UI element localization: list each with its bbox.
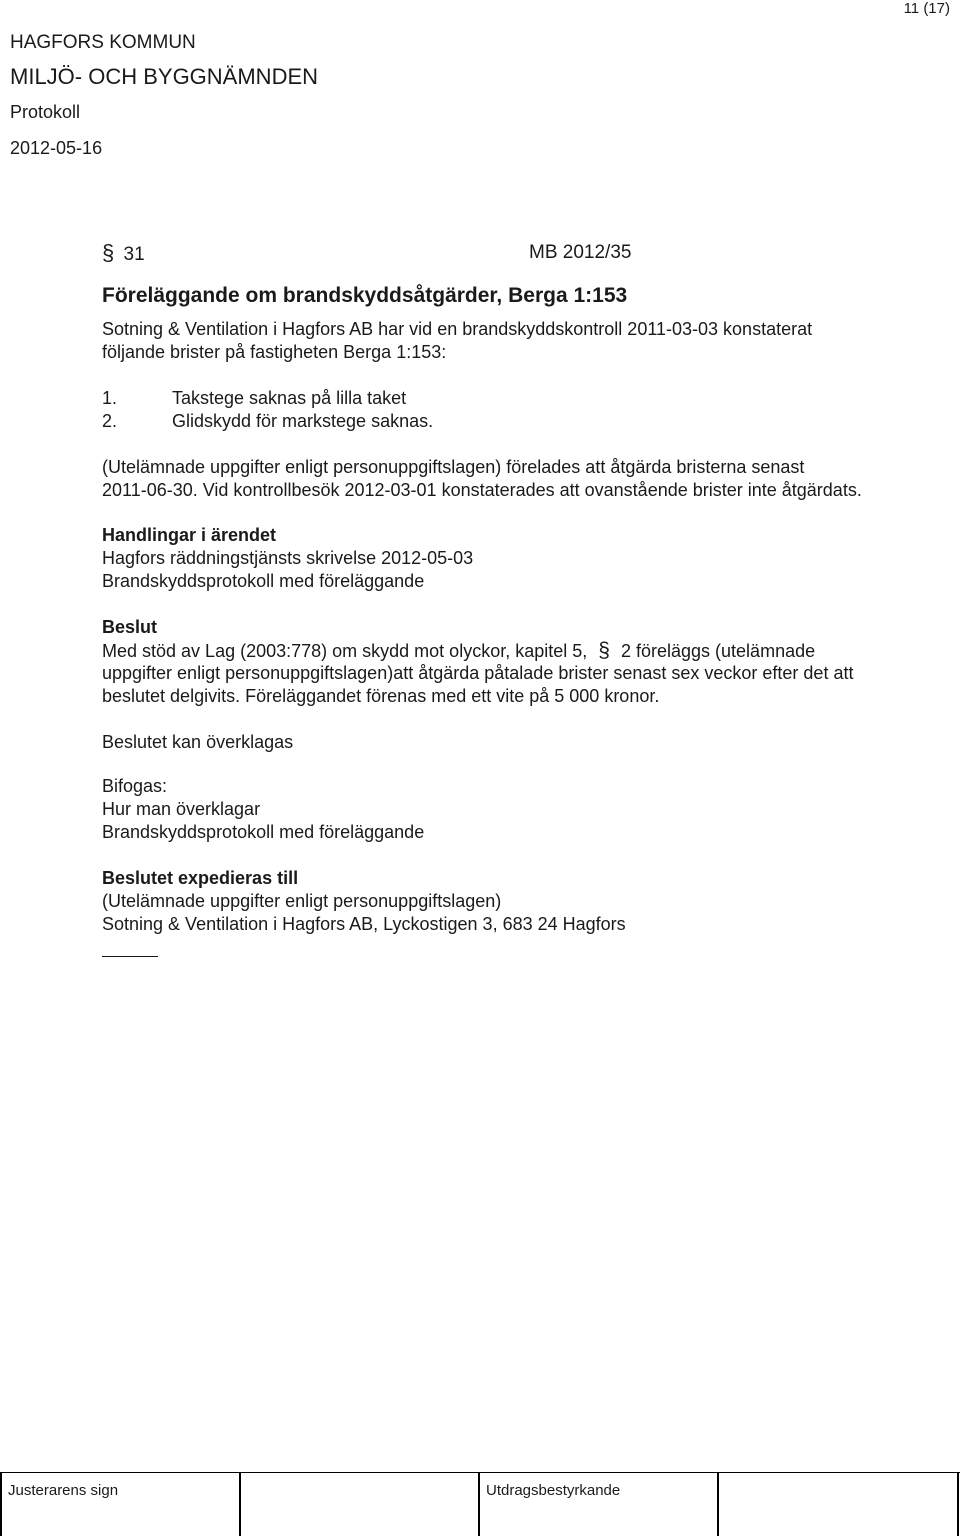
list-text: Glidskydd för markstege saknas.	[172, 411, 434, 431]
adjuster-signature-label: Justerarens sign	[8, 1482, 119, 1499]
followup-line-2: 2011-06-30. Vid kontrollbesök 2012-03-01 konstaterades att ovanstående brister inte åtgärdats.	[102, 480, 862, 500]
attachments-heading: Bifogas:	[102, 776, 168, 796]
dispatch-item: (Utelämnade uppgifter enligt personuppgiftslagen)	[102, 891, 502, 911]
appeal-note: Beslutet kan överklagas	[102, 732, 294, 752]
end-rule	[102, 956, 158, 957]
document-item: Brandskyddsprotokoll med föreläggande	[102, 571, 425, 591]
document-item: Hagfors räddningstjänsts skrivelse 2012-05-03	[102, 548, 474, 568]
paragraph-symbol: §	[102, 240, 115, 265]
intro-line-1: Sotning & Ventilation i Hagfors AB har vid en brandskyddskontroll 2011-03-03 konstaterat	[102, 319, 813, 339]
attachment-item: Hur man överklagar	[102, 799, 261, 819]
case-title: Föreläggande om brandskyddsåtgärder, Berga 1:153	[102, 284, 628, 307]
case-reference: MB 2012/35	[529, 242, 632, 263]
page-number: 11 (17)	[903, 0, 950, 17]
intro-line-2: följande brister på fastigheten Berga 1:153:	[102, 342, 447, 362]
footer-divider	[0, 1473, 2, 1536]
list-number: 1.	[102, 388, 118, 408]
footer-divider	[239, 1473, 241, 1536]
extract-certification-label: Utdragsbestyrkande	[486, 1482, 621, 1499]
footer-divider	[717, 1473, 719, 1536]
documents-heading: Handlingar i ärendet	[102, 525, 277, 545]
committee-name: MILJÖ- OCH BYGGNÄMNDEN	[10, 64, 319, 89]
list-item	[102, 387, 406, 410]
list-text: Takstege saknas på lilla taket	[172, 388, 407, 408]
followup-line-1: (Utelämnade uppgifter enligt personuppgiftslagen) förelades att åtgärda bristerna senast	[102, 457, 805, 477]
decision-line-1-pre: Med stöd av Lag (2003:778) om skydd mot olyckor, kapitel 5,	[102, 641, 588, 661]
decision-line-3: beslutet delgivits. Föreläggandet förenas med ett vite på 5 000 kronor.	[102, 686, 660, 706]
organization-name: HAGFORS KOMMUN	[10, 32, 196, 53]
dispatch-item: Sotning & Ventilation i Hagfors AB, Lyckostigen 3, 683 24 Hagfors	[102, 914, 626, 934]
decision-line-1	[102, 639, 815, 663]
paragraph-symbol: §	[598, 639, 610, 662]
document-type: Protokoll	[10, 102, 81, 122]
signature-footer	[0, 1472, 960, 1536]
paragraph-number: 31	[123, 244, 145, 265]
attachment-item: Brandskyddsprotokoll med föreläggande	[102, 822, 425, 842]
list-number: 2.	[102, 411, 118, 431]
decision-line-2: uppgifter enligt personuppgiftslagen)att åtgärda påtalade brister senast sex veckor efter det att	[102, 663, 854, 683]
dispatch-heading: Beslutet expedieras till	[102, 868, 299, 888]
document-date: 2012-05-16	[10, 138, 103, 158]
footer-divider	[957, 1473, 959, 1536]
decision-heading: Beslut	[102, 617, 158, 637]
paragraph-heading	[102, 240, 145, 266]
footer-divider	[478, 1473, 480, 1536]
list-item	[102, 410, 433, 433]
decision-line-1-post: 2 föreläggs (utelämnade	[620, 641, 816, 661]
